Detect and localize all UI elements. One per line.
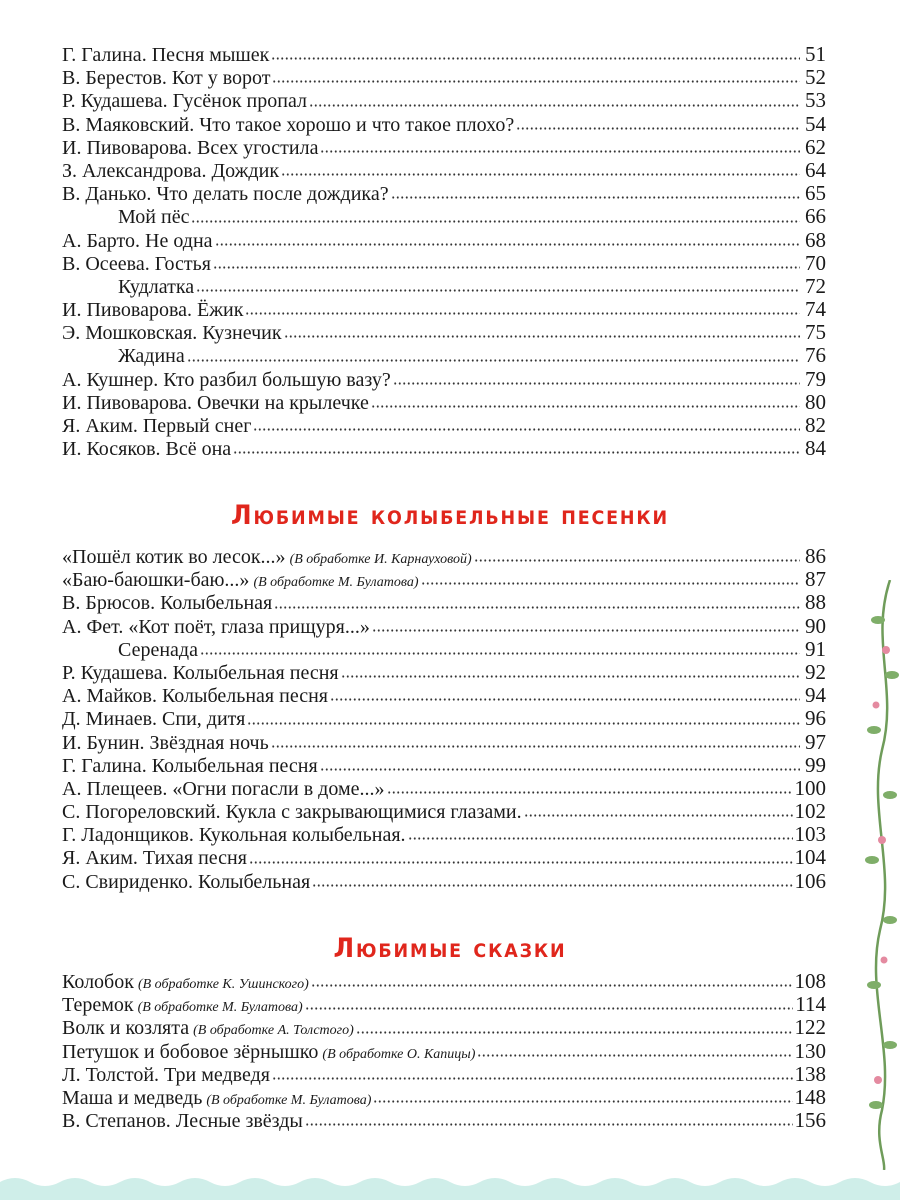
toc-entry — [62, 298, 826, 321]
toc-entry-title: В. Осеева. Гостья — [62, 252, 211, 275]
toc-entry — [62, 661, 826, 684]
dot-leader — [196, 289, 800, 292]
dot-leader — [408, 837, 793, 840]
toc-entry — [62, 66, 826, 89]
toc-entry — [62, 43, 826, 66]
dot-leader — [249, 861, 793, 864]
toc-entry — [62, 545, 826, 568]
dot-leader — [320, 150, 800, 153]
toc-entry-title: Волк и козлята — [62, 1017, 190, 1040]
dot-leader — [330, 698, 800, 701]
toc-entry — [62, 800, 826, 823]
toc-entry-title: В. Степанов. Лесные звёзды — [62, 1110, 303, 1133]
toc-entry-title: В. Брюсов. Колыбельная — [62, 592, 273, 615]
toc-entry-page-number: 86 — [805, 544, 826, 568]
toc-entry — [62, 1109, 826, 1132]
dot-leader — [312, 884, 792, 887]
toc-entry-title: Серенада — [118, 638, 198, 661]
toc-entry-title: И. Бунин. Звёздная ночь — [62, 731, 269, 754]
toc-entry — [62, 437, 826, 460]
toc-entry-title: Теремок — [62, 994, 134, 1017]
section-heading-fairy-tales: Любимые сказки — [333, 933, 567, 964]
toc-entry-title: Жадина — [118, 345, 185, 368]
dot-leader — [213, 266, 800, 269]
toc-entry-page-number: 87 — [805, 567, 826, 592]
toc-entry-page-number: 66 — [805, 204, 826, 229]
toc-entry — [62, 368, 826, 391]
toc-entry-page-number: 72 — [805, 273, 826, 298]
dot-leader — [200, 652, 800, 655]
toc-entry-page-number: 68 — [805, 227, 826, 252]
dot-leader — [272, 1077, 793, 1080]
toc-entry-page-number: 114 — [795, 992, 826, 1017]
toc-entry-page-number: 70 — [805, 250, 826, 275]
dot-leader — [373, 1100, 792, 1103]
toc-entry — [62, 89, 826, 112]
toc-entry — [62, 252, 826, 275]
toc-entry-title: И. Пивоварова. Овечки на крылечке — [62, 391, 369, 414]
dot-leader — [247, 722, 800, 725]
toc-entry — [62, 205, 826, 228]
toc-entry-adaptation-note: (В обработке А. Толстого) — [193, 1023, 354, 1039]
toc-entry-page-number: 156 — [794, 1108, 826, 1133]
toc-entry-title: Г. Галина. Колыбельная песня — [62, 754, 318, 777]
dot-leader — [421, 582, 800, 585]
toc-entry — [62, 568, 826, 591]
toc-entry-page-number: 94 — [805, 683, 826, 708]
dot-leader — [191, 220, 800, 223]
toc-entry-title: А. Майков. Колыбельная песня — [62, 685, 328, 708]
toc-entry-page-number: 99 — [805, 752, 826, 777]
toc-entry-page-number: 102 — [794, 799, 826, 824]
toc-entry-page-number: 54 — [805, 111, 826, 136]
dot-leader — [311, 984, 793, 987]
toc-entry-title: В. Данько. Что делать после дождика? — [62, 183, 389, 206]
toc-entry-page-number: 52 — [805, 65, 826, 90]
toc-entry — [62, 136, 826, 159]
toc-entry-title: Маша и медведь — [62, 1086, 203, 1109]
dot-leader — [371, 405, 800, 408]
toc-entry-adaptation-note: (В обработке О. Капицы) — [322, 1046, 476, 1062]
toc-entry — [62, 707, 826, 730]
toc-entry-page-number: 82 — [805, 413, 826, 437]
toc-entry-title: А. Плещеев. «Огни погасли в доме...» — [62, 777, 385, 800]
toc-entry-title: Л. Толстой. Три медведя — [62, 1063, 270, 1086]
toc-entry-title: Я. Аким. Тихая песня — [62, 847, 247, 870]
dot-leader — [215, 243, 800, 246]
toc-entry — [62, 344, 826, 367]
toc-entry-title: С. Погореловский. Кукла с закрывающимися глазами. — [62, 801, 522, 824]
toc-entry-title: Кудлатка — [118, 275, 195, 298]
toc-entry-title: «Пошёл котик во лесок...» — [62, 546, 286, 568]
dot-leader — [272, 80, 800, 83]
toc-entry — [62, 1040, 826, 1063]
toc-entry-page-number: 91 — [805, 636, 826, 661]
dot-leader — [271, 57, 800, 60]
toc-entry — [62, 159, 826, 182]
toc-entry-page-number: 130 — [794, 1038, 826, 1063]
toc-entry-title: Я. Аким. Первый снег — [62, 415, 252, 437]
toc-entry-page-number: 62 — [805, 134, 826, 159]
toc-entry — [62, 113, 826, 136]
toc-entry-page-number: 148 — [794, 1084, 826, 1109]
toc-entry-page-number: 96 — [805, 706, 826, 731]
dot-leader — [474, 559, 800, 562]
toc-entry-title: Р. Кудашева. Колыбельная песня — [62, 661, 339, 684]
toc-entry — [62, 1063, 826, 1086]
toc-entry-title: Э. Мошковская. Кузнечик — [62, 322, 282, 345]
toc-entry-page-number: 51 — [805, 42, 826, 66]
dot-leader — [341, 675, 800, 678]
toc-entry — [62, 754, 826, 777]
toc-entry — [62, 777, 826, 800]
dot-leader — [356, 1031, 793, 1034]
toc-entry-page-number: 103 — [794, 822, 826, 847]
toc-entry-title: И. Пивоварова. Ёжик — [62, 299, 244, 322]
toc-section-lullabies — [62, 545, 826, 893]
toc-entry-page-number: 84 — [805, 436, 826, 461]
toc-section-1 — [62, 43, 826, 460]
dot-leader — [274, 606, 800, 609]
dot-leader — [372, 629, 800, 632]
toc-entry-page-number: 79 — [805, 366, 826, 391]
toc-entry-adaptation-note: (В обработке М. Булатова) — [137, 1000, 303, 1016]
toc-entry-page-number: 88 — [805, 590, 826, 615]
toc-entry — [62, 731, 826, 754]
decorative-vine-illustration — [860, 580, 900, 1170]
dot-leader — [233, 451, 800, 454]
toc-entry-title: А. Барто. Не одна — [62, 229, 213, 252]
dot-leader — [309, 104, 800, 107]
toc-entry-page-number: 104 — [794, 845, 826, 870]
toc-entry-title: Р. Кудашева. Гусёнок пропал — [62, 90, 307, 113]
toc-entry-page-number: 74 — [805, 297, 826, 322]
dot-leader — [477, 1054, 792, 1057]
toc-entry — [62, 638, 826, 661]
toc-entry-page-number: 75 — [805, 320, 826, 345]
toc-entry-adaptation-note: (В обработке М. Булатова) — [206, 1092, 372, 1108]
dot-leader — [281, 173, 800, 176]
toc-entry — [62, 823, 826, 846]
toc-entry-title: И. Косяков. Всё она — [62, 438, 232, 461]
toc-entry — [62, 182, 826, 205]
dot-leader — [305, 1123, 793, 1126]
toc-entry-page-number: 97 — [805, 729, 826, 754]
toc-entry-page-number: 64 — [805, 157, 826, 182]
dot-leader — [516, 127, 800, 130]
toc-entry — [62, 591, 826, 614]
toc-entry-adaptation-note: (В обработке М. Булатова) — [253, 575, 419, 591]
dot-leader — [524, 814, 793, 817]
toc-entry-page-number: 92 — [805, 659, 826, 684]
dot-leader — [393, 382, 800, 385]
dot-leader — [284, 335, 800, 338]
decorative-wave-border — [0, 1160, 900, 1200]
toc-entry-title: «Баю-баюшки-баю...» — [62, 569, 250, 592]
toc-entry — [62, 846, 826, 869]
toc-entry-title: Г. Галина. Песня мышек — [62, 44, 270, 66]
toc-entry-title: Мой пёс — [118, 206, 190, 229]
toc-entry-page-number: 90 — [805, 613, 826, 638]
toc-entry — [62, 1016, 826, 1039]
toc-entry — [62, 275, 826, 298]
toc-entry — [62, 1086, 826, 1109]
toc-entry-page-number: 108 — [794, 969, 826, 993]
toc-entry-title: Колобок — [62, 971, 134, 993]
toc-entry — [62, 993, 826, 1016]
toc-entry-title: И. Пивоварова. Всех угостила — [62, 136, 319, 159]
toc-entry-page-number: 53 — [805, 88, 826, 113]
toc-entry-page-number: 76 — [805, 343, 826, 368]
dot-leader — [271, 745, 800, 748]
toc-entry-adaptation-note: (В обработке К. Ушинского) — [137, 977, 309, 992]
toc-entry — [62, 321, 826, 344]
toc-entry — [62, 615, 826, 638]
toc-entry-adaptation-note: (В обработке И. Карнауховой) — [289, 552, 472, 567]
toc-entry-title: В. Маяковский. Что такое хорошо и что такое плохо? — [62, 113, 515, 136]
toc-entry — [62, 414, 826, 437]
toc-entry-title: А. Кушнер. Кто разбил большую вазу? — [62, 368, 391, 391]
toc-entry-title: В. Берестов. Кот у ворот — [62, 67, 271, 90]
toc-entry-title: С. Свириденко. Колыбельная — [62, 870, 311, 893]
toc-section-fairy-tales — [62, 970, 826, 1132]
toc-entry — [62, 684, 826, 707]
toc-entry — [62, 229, 826, 252]
toc-entry-title: Г. Ладонщиков. Кукольная колыбельная. — [62, 824, 406, 847]
toc-entry — [62, 870, 826, 893]
toc-entry-page-number: 100 — [794, 775, 826, 800]
toc-entry-title: Петушок и бобовое зёрнышко — [62, 1040, 319, 1063]
toc-entry-page-number: 106 — [794, 868, 826, 893]
toc-entry-title: А. Фет. «Кот поёт, глаза прищуря...» — [62, 615, 370, 638]
section-heading-lullabies: Любимые колыбельные песенки — [231, 500, 669, 531]
toc-entry-page-number: 65 — [805, 181, 826, 206]
toc-entry — [62, 391, 826, 414]
dot-leader — [245, 312, 800, 315]
dot-leader — [387, 791, 793, 794]
dot-leader — [187, 359, 800, 362]
toc-entry-title: З. Александрова. Дождик — [62, 159, 280, 182]
dot-leader — [253, 428, 800, 431]
toc-entry-page-number: 122 — [794, 1015, 826, 1040]
dot-leader — [391, 196, 800, 199]
toc-entry — [62, 970, 826, 993]
toc-entry-page-number: 80 — [805, 389, 826, 414]
toc-entry-title: Д. Минаев. Спи, дитя — [62, 708, 246, 731]
toc-entry-page-number: 138 — [794, 1061, 826, 1086]
dot-leader — [305, 1007, 794, 1010]
dot-leader — [320, 768, 800, 771]
